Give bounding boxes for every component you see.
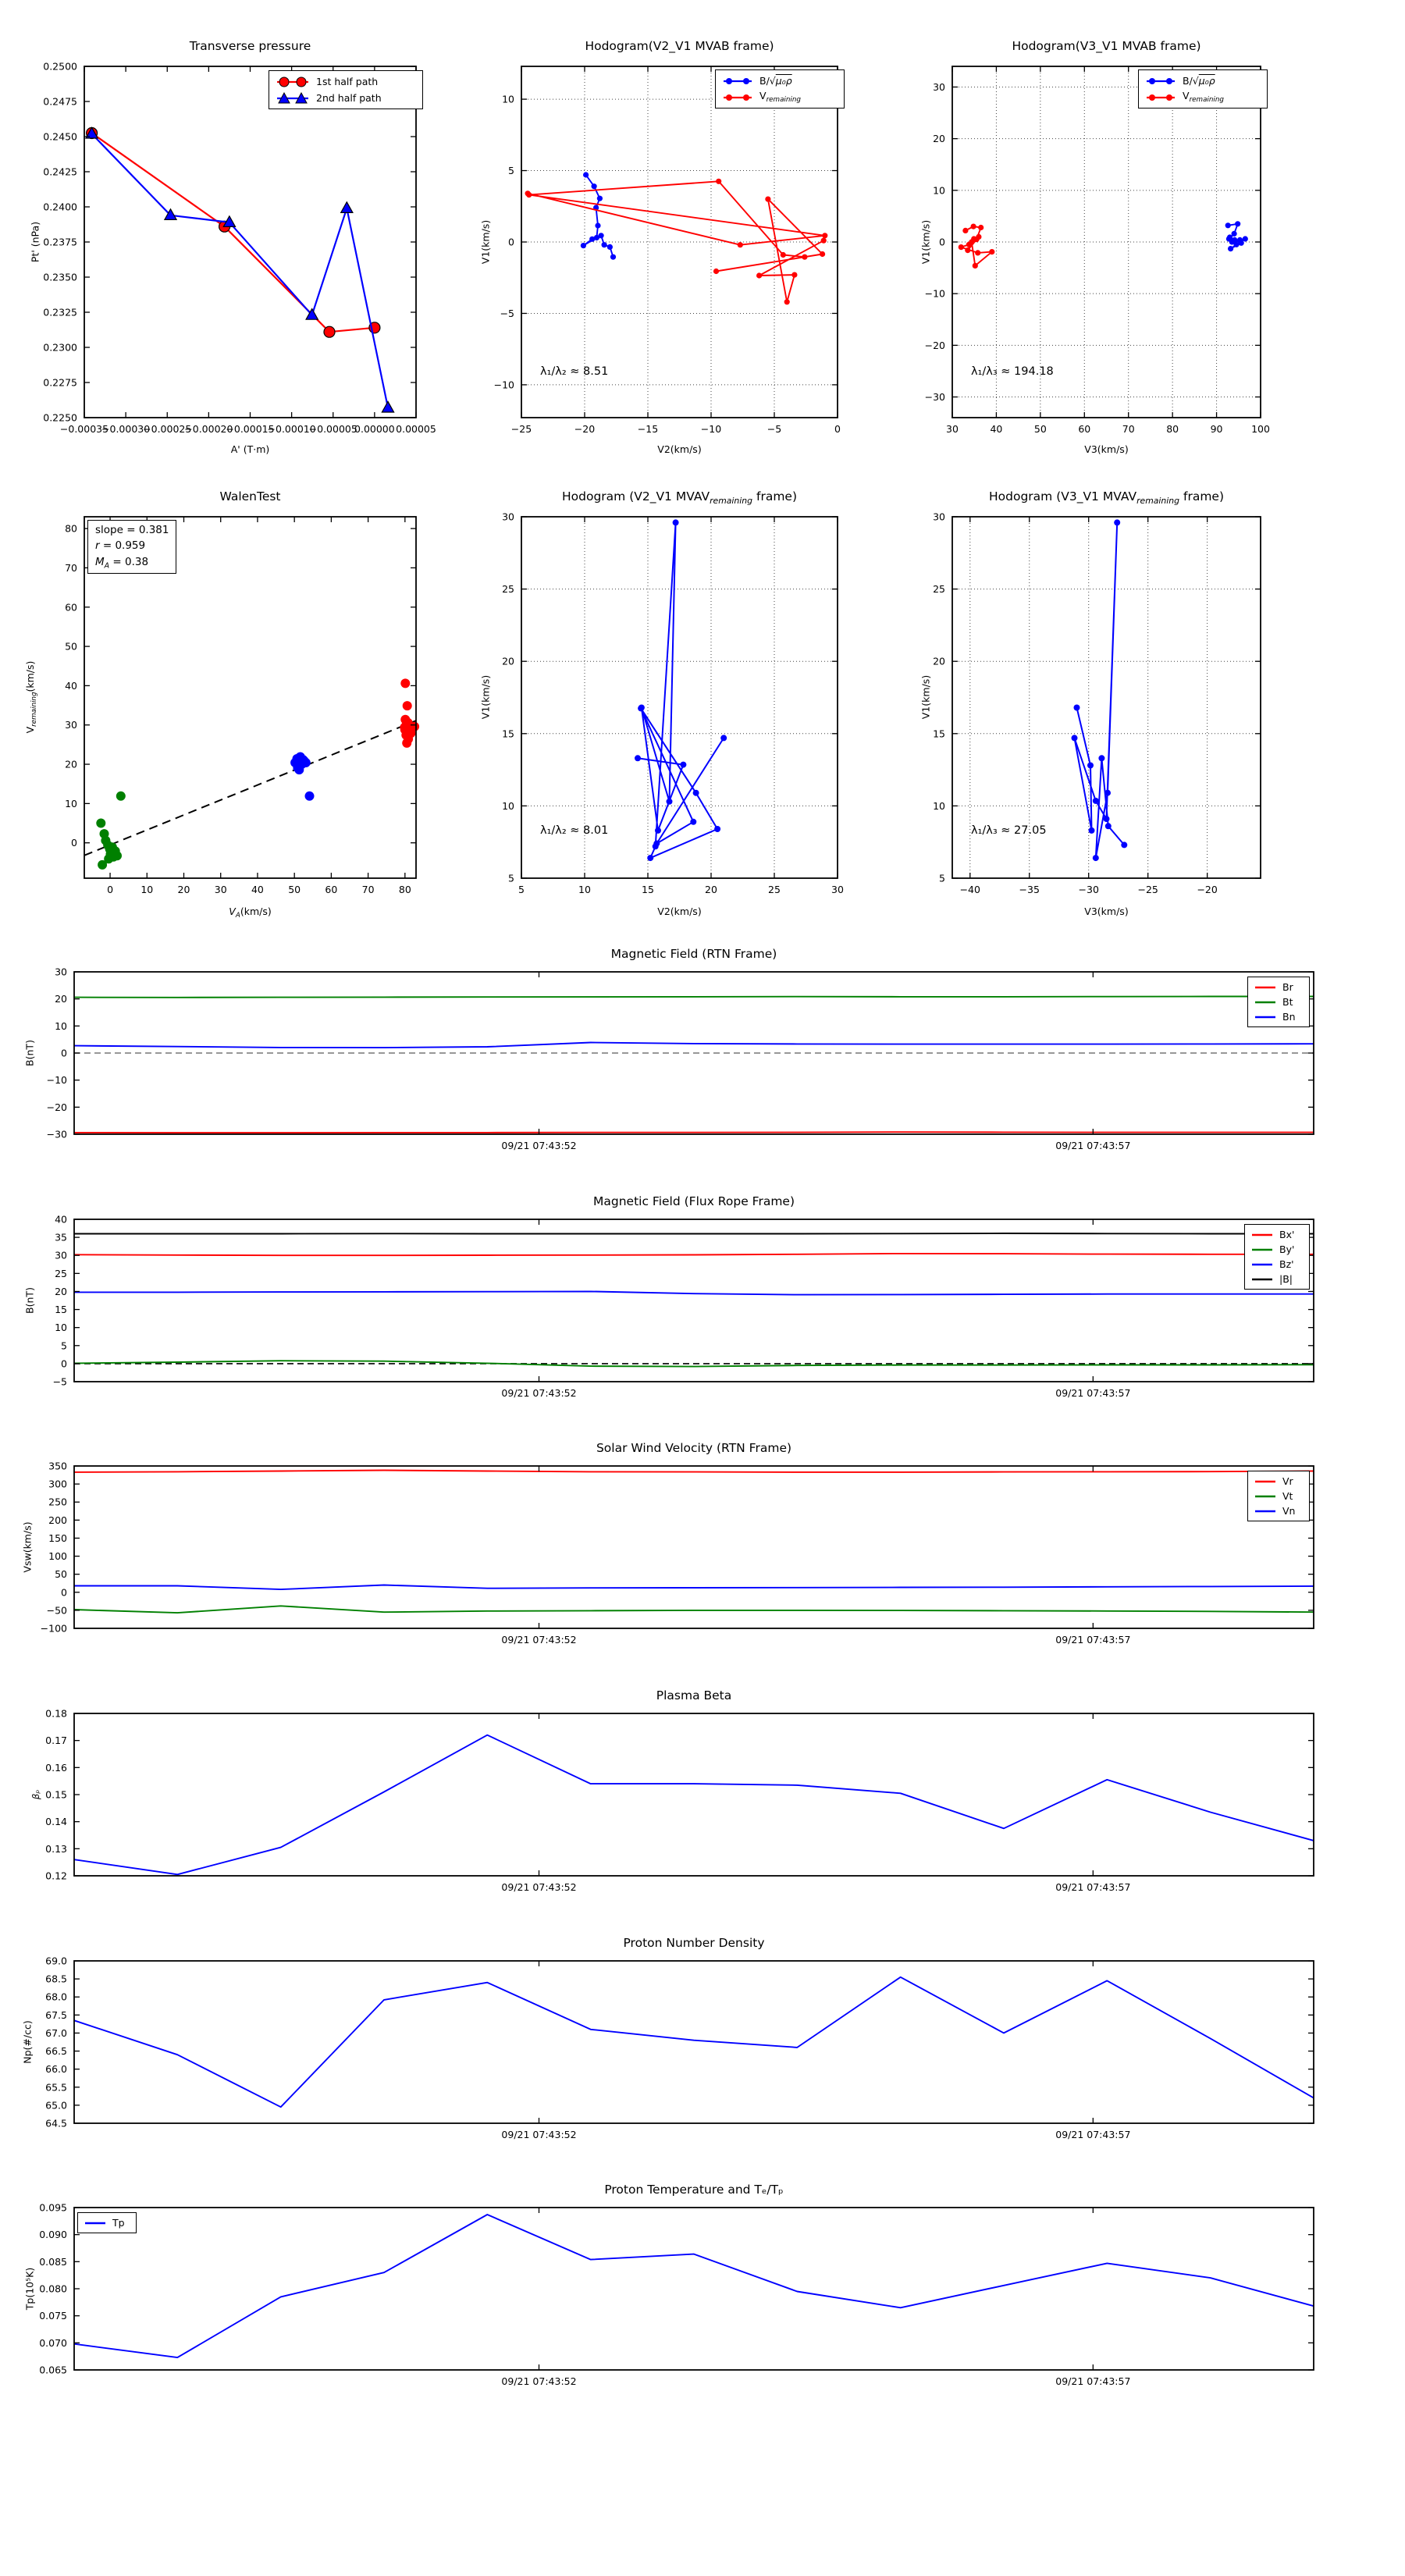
annotation-lambda-mvab2: λ₁/λ₂ ≈ 8.51 (540, 365, 609, 378)
legend-label: Vr (1282, 1475, 1293, 1487)
svg-text:70: 70 (65, 561, 77, 574)
svg-text:30: 30 (55, 1249, 67, 1261)
svg-text:09/21 07:43:52: 09/21 07:43:52 (501, 2129, 577, 2140)
legend-label-sub: remaining (766, 96, 801, 105)
svg-text:15: 15 (933, 728, 945, 740)
svg-text:50: 50 (1033, 423, 1047, 435)
title-magnetic-flux-rope: Magnetic Field (Flux Rope Frame) (593, 1194, 795, 1208)
svg-text:5: 5 (508, 872, 514, 884)
stat-sub: A (104, 560, 110, 570)
blue-triangle-line-swatch-icon (275, 91, 311, 105)
title-proton-density: Proton Number Density (623, 1936, 765, 1950)
svg-text:67.0: 67.0 (45, 2026, 67, 2039)
svg-text:10: 10 (502, 799, 514, 812)
svg-text:10: 10 (140, 884, 154, 895)
legend-item-bn (1254, 1009, 1304, 1024)
svg-text:−0.00025: −0.00025 (143, 423, 192, 435)
title-proton-temperature: Proton Temperature and Tₑ/Tₚ (604, 2183, 784, 2197)
svg-text:20: 20 (55, 1285, 67, 1297)
svg-text:−10: −10 (700, 423, 722, 435)
legend-item-br (1254, 980, 1304, 994)
annotation-lambda-mvav3: λ₁/λ₃ ≈ 27.05 (971, 824, 1047, 837)
blue-dot-line-swatch-icon (721, 75, 754, 87)
legend-item-b (721, 73, 838, 89)
svg-text:0.075: 0.075 (39, 2310, 67, 2322)
ylabel-tp: Tp(10⁵K) (23, 2267, 36, 2311)
legend-transverse-pressure (269, 70, 423, 109)
svg-text:09/21 07:43:52: 09/21 07:43:52 (501, 2375, 577, 2387)
legend-label: Bn (1282, 1011, 1296, 1023)
svg-text:0.18: 0.18 (45, 1707, 67, 1720)
xlabel-transverse-pressure: A' (T·m) (230, 443, 270, 455)
legend-item-vt (1254, 1489, 1304, 1503)
blue-line-swatch-icon (1250, 1260, 1274, 1269)
svg-text:100: 100 (48, 1550, 67, 1563)
svg-text:0: 0 (939, 236, 945, 248)
stat-rest: = 0.38 (109, 555, 149, 568)
stat-var: M (95, 555, 105, 568)
svg-text:5: 5 (61, 1340, 67, 1352)
red-line-swatch-icon (1254, 983, 1277, 992)
xlabel-walen (84, 906, 416, 920)
svg-text:−20: −20 (1197, 884, 1218, 895)
ylabel-vsw: Vsw(km/s) (21, 1521, 34, 1573)
svg-text:15: 15 (55, 1304, 67, 1316)
svg-text:0.085: 0.085 (39, 2255, 67, 2268)
svg-text:30: 30 (65, 719, 77, 731)
svg-text:0: 0 (71, 837, 77, 849)
legend-item-tp (84, 2215, 130, 2230)
ylabel-v1-mvav2: V1(km/s) (479, 674, 492, 720)
walen-stats-box (87, 520, 176, 574)
svg-text:30: 30 (946, 423, 959, 435)
walen-slope: slope = 0.381 (95, 524, 169, 536)
svg-text:30: 30 (933, 511, 945, 523)
svg-text:35: 35 (55, 1231, 67, 1244)
svg-text:70: 70 (1122, 423, 1135, 435)
svg-text:−0.00035: −0.00035 (59, 423, 109, 435)
svg-text:20: 20 (933, 655, 945, 667)
svg-text:100: 100 (1251, 423, 1270, 435)
legend-label: 2nd half path (316, 92, 382, 104)
ylabel-v1-mvab3: V1(km/s) (919, 219, 932, 265)
legend-item-vr (1254, 1474, 1304, 1489)
svg-text:−5: −5 (767, 423, 782, 435)
legend-label: 1st half path (316, 76, 379, 87)
title-hodogram-v2v1-mvab: Hodogram(V2_V1 MVAB frame) (585, 39, 774, 53)
svg-text:50: 50 (288, 884, 301, 895)
svg-text:09/21 07:43:52: 09/21 07:43:52 (501, 1881, 577, 1893)
svg-text:0.12: 0.12 (45, 1870, 67, 1882)
title-post: frame) (1179, 489, 1224, 503)
title-post: frame) (752, 489, 797, 503)
svg-text:0.17: 0.17 (45, 1735, 67, 1747)
svg-text:20: 20 (65, 758, 77, 770)
svg-text:−0.00015: −0.00015 (226, 423, 275, 435)
svg-text:40: 40 (251, 884, 264, 895)
ylabel-np: Np(#/cc) (21, 2020, 34, 2064)
svg-text:0.13: 0.13 (45, 1842, 67, 1855)
svg-text:−10: −10 (46, 1074, 67, 1087)
legend-label: By' (1279, 1244, 1295, 1255)
red-line-swatch-icon (1254, 1477, 1277, 1486)
legend-label: Vt (1282, 1490, 1293, 1502)
svg-text:0.2500: 0.2500 (43, 60, 77, 73)
stat-rest: = 0.959 (99, 539, 146, 553)
svg-text:−50: −50 (46, 1604, 67, 1617)
legend-magnetic-rtn (1247, 977, 1310, 1027)
ylabel-walen (24, 661, 38, 734)
legend-label (759, 75, 792, 87)
svg-text:65.0: 65.0 (45, 2099, 67, 2112)
title-sub: remaining (1136, 495, 1180, 506)
title-walen-test: WalenTest (219, 489, 281, 503)
legend-item-1st-half (275, 73, 417, 90)
xlabel-v2-mvav: V2(km/s) (657, 906, 702, 917)
svg-text:40: 40 (55, 1213, 67, 1226)
svg-text:30: 30 (502, 511, 514, 523)
svg-text:80: 80 (65, 522, 77, 535)
title-hodogram-v3v1-mvab: Hodogram(V3_V1 MVAB frame) (1012, 39, 1201, 53)
svg-text:−10: −10 (924, 287, 945, 300)
legend-magnetic-flux-rope (1244, 1224, 1310, 1290)
title-plasma-beta: Plasma Beta (656, 1688, 732, 1703)
svg-text:40: 40 (990, 423, 1003, 435)
svg-text:350: 350 (48, 1460, 67, 1472)
svg-text:200: 200 (48, 1514, 67, 1526)
svg-text:−25: −25 (510, 423, 532, 435)
svg-text:15: 15 (502, 728, 514, 740)
legend-hodogram-v2v1-mvab (715, 69, 845, 109)
annotation-lambda-mvab3: λ₁/λ₃ ≈ 194.18 (971, 365, 1054, 378)
svg-text:20: 20 (177, 884, 190, 895)
svg-text:0.14: 0.14 (45, 1816, 67, 1828)
svg-text:30: 30 (55, 966, 67, 978)
svg-text:150: 150 (48, 1532, 67, 1544)
svg-text:60: 60 (325, 884, 338, 895)
svg-text:09/21 07:43:52: 09/21 07:43:52 (501, 1634, 577, 1646)
legend-label-pre: V (759, 90, 767, 102)
svg-text:0.2300: 0.2300 (43, 341, 77, 354)
svg-text:5: 5 (518, 884, 525, 895)
legend-label-pre: V (1183, 90, 1190, 102)
svg-text:66.5: 66.5 (45, 2045, 67, 2058)
ylabel-post: (km/s) (23, 660, 36, 692)
xlabel-v3-mvab: V3(km/s) (1084, 443, 1129, 455)
blue-line-swatch-icon (1254, 1507, 1277, 1516)
svg-text:66.0: 66.0 (45, 2063, 67, 2076)
legend-proton-temperature (77, 2212, 137, 2233)
title-pre: Hodogram (V2_V1 MVAV (562, 489, 710, 503)
svg-text:−10: −10 (493, 379, 514, 391)
svg-text:0: 0 (61, 1357, 67, 1370)
legend-item-2nd-half (275, 90, 417, 106)
legend-label: Bx' (1279, 1229, 1295, 1240)
svg-text:−0.00005: −0.00005 (308, 423, 357, 435)
svg-text:20: 20 (705, 884, 717, 895)
svg-text:−5: −5 (52, 1375, 67, 1388)
legend-item-bx (1250, 1227, 1304, 1242)
legend-item-bt (1254, 994, 1304, 1009)
svg-text:70: 70 (361, 884, 375, 895)
svg-text:0.2475: 0.2475 (43, 95, 77, 108)
blue-line-swatch-icon (1254, 1012, 1277, 1022)
red-dot-line-swatch-icon (721, 91, 754, 104)
svg-text:−15: −15 (637, 423, 659, 435)
svg-text:80: 80 (398, 884, 411, 895)
walen-ma (95, 554, 169, 571)
svg-text:09/21 07:43:57: 09/21 07:43:57 (1055, 1881, 1131, 1893)
svg-text:09/21 07:43:57: 09/21 07:43:57 (1055, 1140, 1131, 1151)
svg-text:10: 10 (933, 799, 945, 812)
svg-text:50: 50 (55, 1568, 67, 1581)
svg-text:0: 0 (61, 1586, 67, 1599)
svg-text:50: 50 (65, 640, 77, 653)
svg-text:09/21 07:43:52: 09/21 07:43:52 (501, 1387, 577, 1399)
svg-text:10: 10 (55, 1322, 67, 1334)
legend-item-bmag (1250, 1272, 1304, 1286)
svg-text:0.065: 0.065 (39, 2364, 67, 2376)
red-line-swatch-icon (1250, 1230, 1274, 1240)
svg-text:30: 30 (831, 884, 844, 895)
svg-text:64.5: 64.5 (45, 2117, 67, 2129)
svg-text:300: 300 (48, 1478, 67, 1490)
legend-label: Bz' (1279, 1258, 1294, 1270)
legend-label: |B| (1279, 1273, 1293, 1285)
svg-text:20: 20 (55, 993, 67, 1005)
svg-text:65.5: 65.5 (45, 2081, 67, 2094)
legend-label-sub: remaining (1189, 96, 1224, 105)
ylabel-b-fr: B(nT) (23, 1287, 36, 1314)
svg-text:09/21 07:43:57: 09/21 07:43:57 (1055, 1387, 1131, 1399)
svg-text:15: 15 (642, 884, 654, 895)
svg-text:10: 10 (578, 884, 591, 895)
svg-text:0.2450: 0.2450 (43, 130, 77, 143)
svg-text:250: 250 (48, 1496, 67, 1508)
legend-label-over: μ₀ρ (1198, 75, 1215, 87)
title-transverse-pressure: Transverse pressure (189, 39, 311, 53)
legend-label-pre: B/√ (759, 75, 776, 87)
svg-text:25: 25 (55, 1267, 67, 1279)
title-sub: remaining (710, 495, 753, 506)
legend-label: Br (1282, 981, 1293, 993)
ylabel-v1-mvab2: V1(km/s) (479, 219, 492, 265)
stat-var: r (95, 539, 100, 553)
black-line-swatch-icon (1250, 1275, 1274, 1284)
ylabel-beta: βₚ (30, 1789, 41, 1800)
legend-label (759, 90, 801, 104)
svg-text:−30: −30 (1078, 884, 1099, 895)
svg-text:0.2425: 0.2425 (43, 165, 77, 178)
svg-text:0.2250: 0.2250 (43, 411, 77, 424)
svg-text:0.2325: 0.2325 (43, 306, 77, 318)
legend-solar-wind (1247, 1471, 1310, 1521)
svg-text:−30: −30 (924, 391, 945, 404)
svg-text:09/21 07:43:52: 09/21 07:43:52 (501, 1140, 577, 1151)
red-dot-line-swatch-icon (1144, 91, 1177, 104)
svg-text:0.2275: 0.2275 (43, 376, 77, 389)
annotation-lambda-mvav2: λ₁/λ₂ ≈ 8.01 (540, 824, 609, 837)
legend-item-vn (1254, 1503, 1304, 1518)
blue-line-swatch-icon (84, 2218, 107, 2228)
legend-hodogram-v3v1-mvab (1138, 69, 1268, 109)
svg-text:09/21 07:43:57: 09/21 07:43:57 (1055, 1634, 1131, 1646)
svg-text:20: 20 (502, 655, 514, 667)
xlabel-sub: A (235, 912, 240, 920)
svg-text:0: 0 (61, 1047, 67, 1059)
svg-text:68.5: 68.5 (45, 1973, 67, 1985)
legend-label (1183, 75, 1215, 87)
blue-dot-line-swatch-icon (1144, 75, 1177, 87)
title-hodogram-v2v1-mvav (521, 489, 838, 506)
svg-text:−0.00030: −0.00030 (101, 423, 151, 435)
walen-r (95, 538, 169, 553)
legend-label-pre: B/√ (1183, 75, 1199, 87)
svg-text:−20: −20 (924, 339, 945, 351)
xlabel-v3-mvav: V3(km/s) (1084, 906, 1129, 917)
svg-text:60: 60 (65, 601, 77, 614)
green-line-swatch-icon (1250, 1245, 1274, 1254)
title-magnetic-rtn: Magnetic Field (RTN Frame) (610, 947, 777, 961)
legend-label: Tp (112, 2217, 125, 2229)
legend-item-v (1144, 89, 1261, 105)
svg-text:30: 30 (214, 884, 227, 895)
svg-text:40: 40 (65, 679, 77, 692)
legend-item-b (1144, 73, 1261, 89)
svg-text:25: 25 (502, 583, 514, 596)
svg-text:−0.00010: −0.00010 (267, 423, 316, 435)
svg-text:−20: −20 (46, 1101, 67, 1113)
title-hodogram-v3v1-mvav (952, 489, 1261, 506)
svg-text:5: 5 (939, 872, 945, 884)
ylabel-b-rtn: B(nT) (23, 1040, 36, 1066)
svg-text:10: 10 (502, 93, 514, 105)
svg-text:80: 80 (1166, 423, 1179, 435)
svg-text:0.00005: 0.00005 (396, 423, 436, 435)
title-solar-wind: Solar Wind Velocity (RTN Frame) (596, 1441, 792, 1455)
title-pre: Hodogram (V3_V1 MVAV (989, 489, 1137, 503)
svg-text:67.5: 67.5 (45, 2008, 67, 2021)
svg-text:5: 5 (508, 165, 514, 177)
red-circle-line-swatch-icon (275, 75, 311, 89)
svg-text:25: 25 (768, 884, 781, 895)
svg-text:20: 20 (933, 133, 945, 145)
svg-text:0.2400: 0.2400 (43, 201, 77, 213)
svg-text:60: 60 (1078, 423, 1091, 435)
svg-text:0.070: 0.070 (39, 2336, 67, 2349)
green-line-swatch-icon (1254, 1492, 1277, 1501)
svg-text:−35: −35 (1019, 884, 1040, 895)
svg-text:10: 10 (933, 184, 945, 197)
xlabel-pre: V (229, 906, 236, 917)
svg-text:−100: −100 (40, 1622, 67, 1635)
legend-label: Bt (1282, 996, 1293, 1008)
svg-text:09/21 07:43:57: 09/21 07:43:57 (1055, 2129, 1131, 2140)
svg-text:25: 25 (933, 583, 945, 596)
svg-text:0.095: 0.095 (39, 2201, 67, 2214)
svg-text:0.15: 0.15 (45, 1788, 67, 1801)
svg-text:0.090: 0.090 (39, 2229, 67, 2241)
legend-item-bz (1250, 1257, 1304, 1272)
svg-text:−5: −5 (500, 307, 514, 319)
legend-item-v (721, 89, 838, 105)
svg-text:0.080: 0.080 (39, 2282, 67, 2295)
ylabel-transverse-pressure: Pt' (nPa) (29, 221, 41, 263)
svg-text:69.0: 69.0 (45, 1955, 67, 1967)
svg-text:0: 0 (107, 884, 114, 895)
svg-text:0: 0 (834, 423, 841, 435)
svg-text:09/21 07:43:57: 09/21 07:43:57 (1055, 2375, 1131, 2387)
svg-text:0.2350: 0.2350 (43, 271, 77, 283)
svg-text:−25: −25 (1137, 884, 1158, 895)
svg-text:−0.00020: −0.00020 (184, 423, 233, 435)
legend-item-by (1250, 1242, 1304, 1257)
svg-text:0.00000: 0.00000 (354, 423, 395, 435)
svg-text:68.0: 68.0 (45, 1991, 67, 2003)
ylabel-sub: remaining (30, 692, 39, 727)
svg-text:0: 0 (508, 236, 514, 248)
svg-text:10: 10 (65, 797, 77, 809)
xlabel-post: (km/s) (240, 906, 272, 917)
ylabel-v1-mvav3: V1(km/s) (919, 674, 932, 720)
green-line-swatch-icon (1254, 998, 1277, 1007)
svg-text:−30: −30 (46, 1128, 67, 1140)
ylabel-pre: V (23, 726, 36, 734)
svg-text:90: 90 (1210, 423, 1223, 435)
svg-text:10: 10 (55, 1019, 67, 1032)
svg-text:30: 30 (933, 80, 945, 93)
svg-text:0.2375: 0.2375 (43, 236, 77, 248)
legend-label: Vn (1282, 1505, 1296, 1517)
xlabel-v2-mvab: V2(km/s) (657, 443, 702, 455)
legend-label (1183, 90, 1224, 104)
legend-label-over: μ₀ρ (775, 75, 792, 87)
svg-text:−20: −20 (574, 423, 596, 435)
svg-text:−40: −40 (959, 884, 980, 895)
svg-text:0.16: 0.16 (45, 1761, 67, 1774)
